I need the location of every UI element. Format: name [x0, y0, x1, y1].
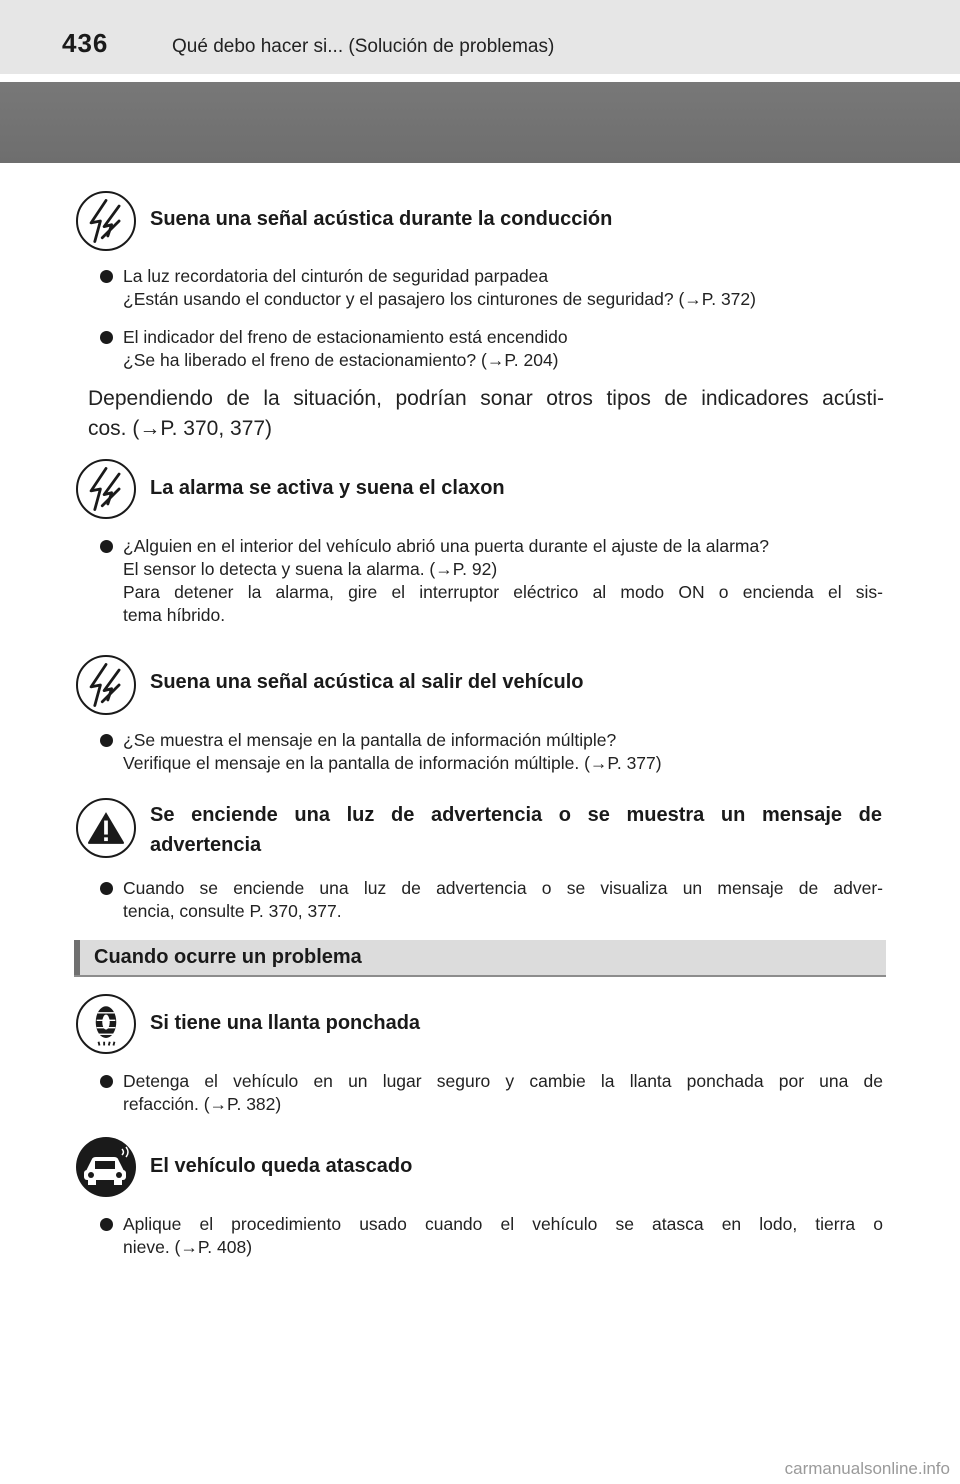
bullet-item — [123, 535, 883, 627]
bullet-line: Para detener la alarma, gire el interruptor eléctrico al modo ON o encienda el sis- — [123, 582, 883, 602]
section-heading: Suena una señal acústica al salir del vehículo — [150, 671, 584, 693]
bullet-line: ¿Están usando el conductor y el pasajero los cinturones de seguridad? (→P. 372) — [123, 289, 756, 309]
bullet-dot — [100, 270, 113, 283]
heading-line: Se enciende una luz de advertencia o se muestra un mensaje de — [150, 804, 882, 826]
paragraph-line: Dependiendo de la situación, podrían sonar otros tipos de indicadores acústi- — [88, 387, 884, 410]
sound-warning-icon — [76, 655, 136, 715]
sound-warning-icon — [76, 191, 136, 251]
section-heading: La alarma se activa y suena el claxon — [150, 477, 505, 499]
bullet-line: El sensor lo detecta y suena la alarma. (→P. 92) — [123, 559, 498, 579]
bullet-line: Detenga el vehículo en un lugar seguro y cambie la llanta ponchada por una de — [123, 1071, 883, 1091]
section-heading: El vehículo queda atascado — [150, 1155, 413, 1177]
bullet-line: ¿Se muestra el mensaje en la pantalla de información múltiple? — [123, 730, 617, 750]
heading-line: advertencia — [150, 834, 262, 856]
bullet-line: tema híbrido. — [123, 605, 226, 625]
bullet-item — [123, 729, 883, 775]
bullet-line: Verifique el mensaje en la pantalla de información múltiple. (→P. 377) — [123, 753, 662, 773]
bullet-line: ¿Se ha liberado el freno de estacionamiento? (→P. 204) — [123, 350, 559, 370]
header-band — [0, 82, 960, 163]
bullet-dot — [100, 1218, 113, 1231]
running-title: Qué debo hacer si... (Solución de problemas) — [172, 36, 555, 57]
bullet-line: refacción. (→P. 382) — [123, 1094, 282, 1114]
section-bar — [74, 940, 886, 977]
bullet-dot — [100, 540, 113, 553]
bullet-line: Aplique el procedimiento usado cuando el vehículo se atasca en lodo, tierra o — [123, 1214, 883, 1234]
bullet-line: tencia, consulte P. 370, 377. — [123, 901, 342, 921]
bullet-item — [123, 1213, 883, 1259]
flat-tire-icon — [76, 994, 136, 1054]
section-heading: Si tiene una llanta ponchada — [150, 1012, 421, 1034]
bullet-dot — [100, 882, 113, 895]
paragraph — [88, 384, 884, 444]
page-number: 436 — [62, 28, 109, 58]
section-heading: Suena una señal acústica durante la conducción — [150, 208, 613, 230]
bullet-dot — [100, 1075, 113, 1088]
section-heading — [150, 800, 882, 860]
stuck-car-icon — [76, 1137, 136, 1197]
bullet-line: La luz recordatoria del cinturón de seguridad parpadea — [123, 266, 549, 286]
page-header — [0, 0, 960, 74]
warning-triangle-icon — [76, 798, 136, 858]
bullet-line: Cuando se enciende una luz de advertencia o se visualiza un mensaje de adver- — [123, 878, 883, 898]
watermark: carmanualsonline.info — [784, 1459, 950, 1478]
section-bar-title: Cuando ocurre un problema — [94, 946, 362, 968]
bullet-line: El indicador del freno de estacionamiento está encendido — [123, 327, 568, 347]
bullet-item — [123, 326, 883, 372]
bullet-line: ¿Alguien en el interior del vehículo abrió una puerta durante el ajuste de la alarma? — [123, 536, 769, 556]
bullet-line: nieve. (→P. 408) — [123, 1237, 253, 1257]
sound-warning-icon — [76, 459, 136, 519]
bullet-dot — [100, 331, 113, 344]
paragraph-line: cos. (→P. 370, 377) — [88, 417, 273, 440]
bullet-dot — [100, 734, 113, 747]
bullet-item — [123, 265, 883, 311]
bullet-item — [123, 1070, 883, 1116]
bullet-item — [123, 877, 883, 923]
section-bar-accent — [74, 940, 80, 975]
